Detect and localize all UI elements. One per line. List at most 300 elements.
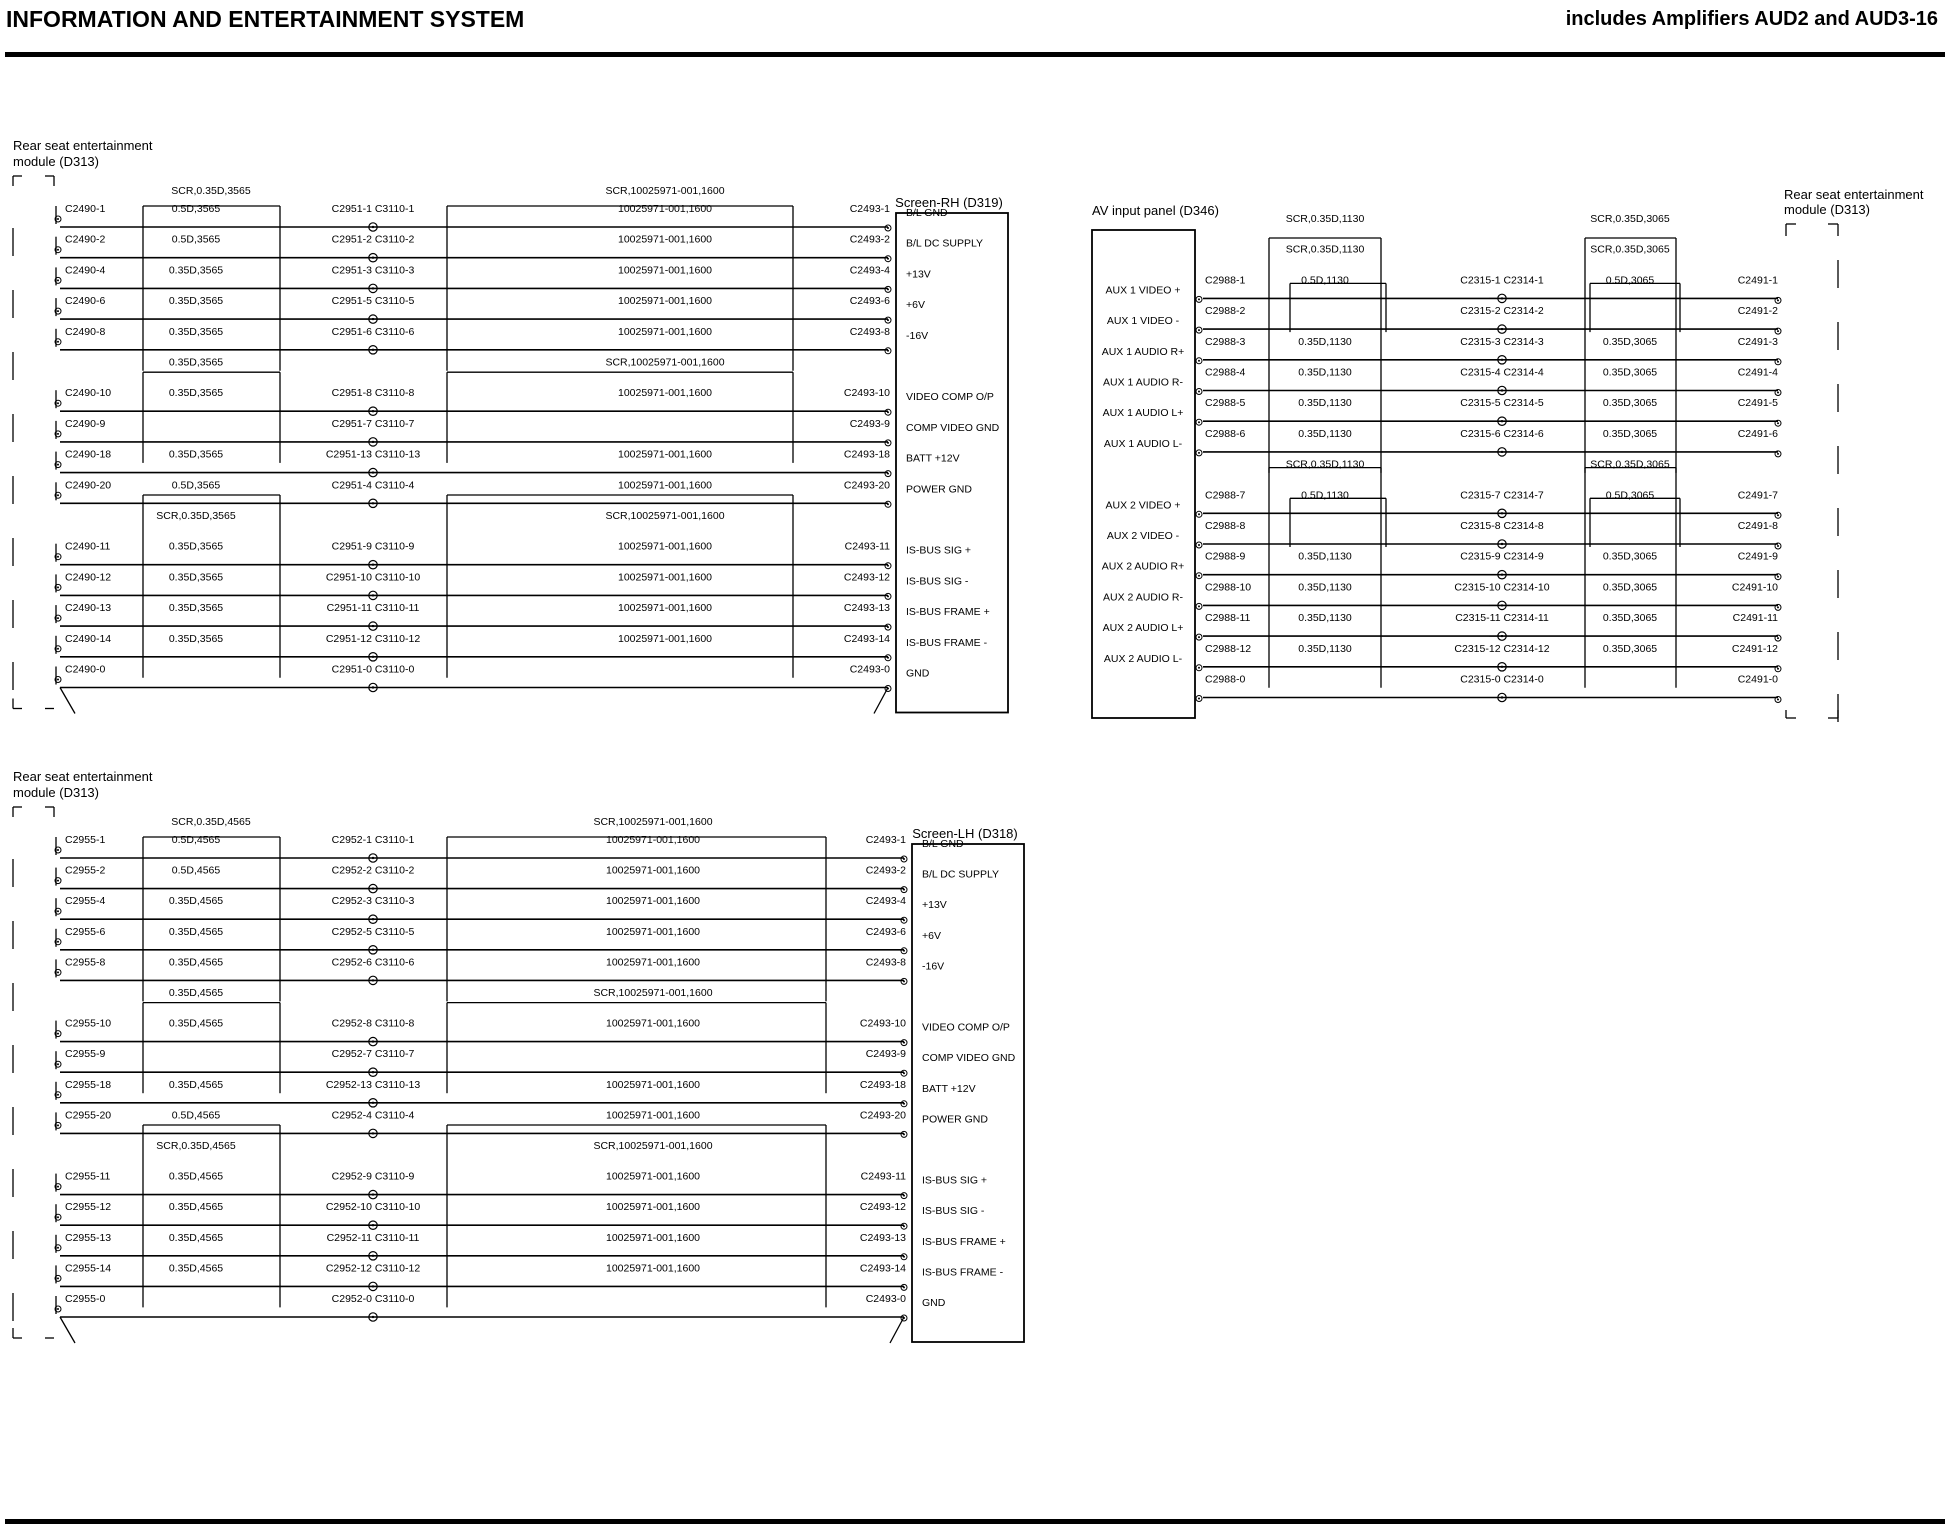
connector-label-right: C2493-0 [849, 663, 890, 676]
pin-terminal-dot [57, 679, 59, 681]
connector-label-left: C2955-10 [65, 1017, 112, 1030]
connector-label-left: C2988-4 [1205, 366, 1246, 379]
wire-label: 0.35D,3565 [168, 571, 224, 584]
wire-label: 10025971-001,1600 [605, 1078, 701, 1091]
connector-label-left: C2955-14 [65, 1262, 112, 1275]
wire-label: 10025971-001,1600 [617, 203, 713, 215]
wire-label: 0.35D,1130 [1298, 397, 1352, 410]
connector-label-left: C2955-13 [65, 1231, 112, 1244]
wire-label: 0.35D,4565 [168, 1170, 224, 1183]
wire-label: 0.35D,3565 [168, 356, 224, 369]
screen-pin-label: B/L DC SUPPLY [922, 868, 1000, 881]
panel-pin-label: AUX 2 VIDEO + [1105, 499, 1181, 512]
inline-connector-label: C2315-12 C2314-12 [1454, 642, 1550, 655]
inline-connector-label: C2952-3 C3110-3 [331, 895, 415, 908]
connector-label-right: C2491-1 [1737, 274, 1778, 287]
inline-connector-label: C2315-4 C2314-4 [1460, 366, 1544, 379]
screen-pin-label: COMP VIDEO GND [922, 1052, 1016, 1065]
page-title: INFORMATION AND ENTERTAINMENT SYSTEM [6, 6, 525, 32]
wire-label: 0.35D,3065 [1602, 612, 1658, 625]
wire-label: 0.35D,1130 [1298, 335, 1352, 348]
pin-terminal-dot [57, 249, 59, 251]
screen-pin-label: IS-BUS FRAME - [922, 1266, 1004, 1279]
connector-label-right: C2493-8 [849, 325, 890, 338]
panel-pin-label: AUX 2 VIDEO - [1106, 530, 1180, 542]
wire-label: 10025971-001,1600 [617, 387, 713, 400]
wire-label: 0.35D,3565 [168, 448, 224, 461]
connector-label-right: C2493-6 [849, 295, 890, 308]
wire-label: 0.35D,4565 [168, 1231, 224, 1244]
pin-terminal-dot [1777, 361, 1779, 363]
pin-terminal-dot [57, 433, 59, 435]
connector-label-left: C2490-10 [65, 387, 112, 400]
wire-label: 0.5D,3065 [1605, 274, 1655, 287]
inline-connector-label: C2951-3 C3110-3 [331, 264, 415, 277]
wire-label: SCR,0.35D,3565 [171, 185, 251, 197]
connector-label-left: C2988-11 [1205, 612, 1251, 625]
inline-connector-label: C2952-7 C3110-7 [331, 1048, 415, 1061]
connector-label-right: C2491-7 [1737, 489, 1778, 502]
pin-terminal-dot [1198, 636, 1200, 638]
wire-label: 10025971-001,1600 [605, 895, 701, 908]
screen-pin-label: +13V [922, 899, 947, 912]
inline-connector-label: C2315-3 C2314-3 [1460, 335, 1544, 348]
wire-label: 0.35D,4565 [168, 1017, 224, 1030]
connector-label-right: C2493-11 [860, 1170, 906, 1183]
connector-label-right: C2493-2 [849, 233, 890, 246]
pin-terminal-dot [1777, 668, 1779, 670]
wire-label: 0.35D,1130 [1298, 366, 1352, 379]
pin-terminal-dot [57, 1216, 59, 1218]
screen-pin-label: IS-BUS FRAME + [906, 606, 990, 619]
connector-label-right: C2493-13 [859, 1231, 906, 1244]
pin-terminal-dot [57, 1094, 59, 1096]
connector-label-right: C2493-13 [843, 602, 890, 615]
screen-pin-label: +13V [906, 268, 931, 281]
pin-terminal-dot [57, 941, 59, 943]
wire-label: 0.35D,1130 [1298, 612, 1352, 625]
connector-label-right: C2493-10 [843, 387, 890, 400]
inline-connector-label: C2315-8 C2314-8 [1460, 520, 1544, 532]
inline-connector-label: C2951-8 C3110-8 [331, 387, 415, 400]
pin-terminal-dot [57, 849, 59, 851]
wire-label: 0.35D,3565 [168, 602, 224, 615]
connector-label-right: C2493-20 [843, 479, 890, 492]
inline-connector-label: C2315-0 C2314-0 [1460, 673, 1544, 686]
connector-label-left: C2988-0 [1205, 673, 1246, 686]
wire-label: 0.5D,1130 [1301, 489, 1349, 502]
wire-label: SCR,10025971-001,1600 [605, 185, 725, 197]
screen-pin-label: IS-BUS SIG + [922, 1174, 988, 1187]
wire-label: 0.35D,3065 [1602, 550, 1658, 563]
inline-connector-label: C2952-11 C3110-11 [326, 1231, 420, 1244]
wire-label: SCR,0.35D,1130 [1285, 243, 1365, 256]
screen-pin-label: IS-BUS SIG - [922, 1205, 985, 1218]
pin-terminal-dot [57, 279, 59, 281]
module-label: module (D313) [13, 785, 99, 800]
connector-label-right: C2491-5 [1737, 397, 1778, 410]
inline-connector-label: C2315-2 C2314-2 [1460, 305, 1544, 318]
connector-label-left: C2955-12 [65, 1201, 112, 1214]
connector-label-right: C2493-1 [849, 203, 890, 215]
pin-terminal-dot [57, 880, 59, 882]
connector-label-right: C2493-20 [859, 1109, 906, 1122]
pin-terminal-dot [57, 341, 59, 343]
pin-terminal-dot [1198, 698, 1200, 700]
screen-pin-label: VIDEO COMP O/P [906, 391, 994, 404]
wire-label: SCR,10025971-001,1600 [593, 1140, 713, 1152]
inline-connector-label: C2952-1 C3110-1 [331, 834, 415, 846]
wire-label: SCR,10025971-001,1600 [605, 510, 725, 522]
wire-label: 10025971-001,1600 [617, 540, 713, 553]
inline-connector-label: C2951-10 C3110-10 [325, 571, 421, 584]
connector-label-left: C2955-9 [65, 1048, 106, 1061]
inline-connector-label: C2315-6 C2314-6 [1460, 427, 1544, 440]
wire-label: 0.35D,4565 [168, 1078, 224, 1091]
panel-pin-label: AUX 2 AUDIO R- [1103, 591, 1183, 604]
connector-label-left: C2988-3 [1205, 335, 1246, 348]
wire-label: 0.35D,4565 [168, 1201, 224, 1214]
wire-label: 0.35D,1130 [1298, 581, 1352, 594]
wire-label: 0.35D,3065 [1602, 335, 1658, 348]
connector-label-right: C2493-1 [865, 834, 906, 846]
inline-connector-label: C2952-5 C3110-5 [331, 925, 415, 938]
wire-label: 0.35D,3565 [168, 632, 224, 645]
screen-pin-label: IS-BUS SIG + [906, 544, 972, 557]
pin-terminal-dot [1198, 391, 1200, 393]
wire-label: 0.5D,4565 [171, 834, 221, 846]
wire-label: 0.35D,3565 [168, 387, 224, 400]
screen-pin-label: GND [922, 1297, 946, 1309]
pin-terminal-dot [1777, 299, 1779, 301]
inline-connector-label: C2952-6 C3110-6 [331, 956, 415, 969]
connector-label-left: C2490-18 [65, 448, 112, 461]
wire-label: 10025971-001,1600 [605, 925, 701, 938]
wire-label: 0.5D,3065 [1605, 489, 1655, 502]
connector-label-right: C2491-0 [1737, 673, 1778, 686]
pin-terminal-dot [57, 402, 59, 404]
connector-label-left: C2988-9 [1205, 550, 1246, 563]
inline-connector-label: C2315-7 C2314-7 [1460, 489, 1544, 502]
connector-label-right: C2491-11 [1732, 612, 1778, 625]
connector-label-right: C2493-6 [865, 925, 906, 938]
inline-connector-label: C2315-5 C2314-5 [1460, 397, 1544, 410]
inline-connector-label: C2951-6 C3110-6 [331, 325, 415, 338]
inline-connector-label: C2951-12 C3110-12 [325, 632, 421, 645]
inline-connector-label: C2315-10 C2314-10 [1454, 581, 1550, 594]
pin-terminal-dot [57, 1063, 59, 1065]
connector-label-right: C2493-0 [865, 1293, 906, 1305]
connector-label-right: C2491-10 [1731, 581, 1778, 594]
pin-terminal-dot [57, 1186, 59, 1188]
connector-label-left: C2955-2 [65, 864, 106, 877]
connector-label-right: C2493-10 [859, 1017, 906, 1030]
wire-label: 0.35D,4565 [168, 925, 224, 938]
pin-terminal-dot [57, 464, 59, 466]
connector-label-left: C2490-14 [65, 632, 112, 645]
pin-terminal-dot [57, 1124, 59, 1126]
connector-label-left: C2988-5 [1205, 397, 1246, 410]
wire-label: 10025971-001,1600 [617, 479, 713, 492]
screen-pin-label: VIDEO COMP O/P [922, 1021, 1010, 1034]
wire-label: 0.35D,3565 [168, 264, 224, 277]
inline-connector-label: C2952-2 C3110-2 [331, 864, 415, 877]
inline-connector-label: C2951-4 C3110-4 [331, 479, 415, 492]
wire-label: SCR,10025971-001,1600 [593, 816, 713, 828]
connector-label-right: C2493-11 [844, 540, 890, 553]
pin-terminal-dot [1777, 422, 1779, 424]
inline-connector-label: C2951-7 C3110-7 [331, 417, 415, 430]
inline-connector-label: C2315-1 C2314-1 [1460, 274, 1544, 287]
pin-terminal-dot [57, 617, 59, 619]
pin-terminal-dot [1198, 513, 1200, 515]
ground-wire [60, 1317, 75, 1343]
screen-pin-label: IS-BUS SIG - [906, 575, 969, 588]
pin-terminal-dot [57, 1033, 59, 1035]
pin-terminal-dot [1777, 545, 1779, 547]
connector-label-left: C2490-8 [65, 325, 106, 338]
pin-terminal-dot [1198, 329, 1200, 331]
connector-label-right: C2493-8 [865, 956, 906, 969]
wire-label: 10025971-001,1600 [617, 295, 713, 308]
ground-wire [60, 688, 75, 714]
inline-connector-label: C2951-1 C3110-1 [331, 203, 415, 215]
panel-pin-label: AUX 2 AUDIO L+ [1102, 622, 1184, 635]
screen-pin-label: B/L GND [906, 207, 948, 219]
connector-label-right: C2493-14 [843, 632, 890, 645]
inline-connector-label: C2951-0 C3110-0 [331, 663, 415, 676]
pin-terminal-dot [57, 556, 59, 558]
connector-label-right: C2493-14 [859, 1262, 906, 1275]
panel-pin-label: AUX 1 VIDEO - [1106, 315, 1180, 328]
pin-terminal-dot [1198, 575, 1200, 577]
pin-terminal-dot [57, 1277, 59, 1279]
screen-pin-label: IS-BUS FRAME - [906, 636, 988, 649]
wire-label: SCR,0.35D,1130 [1285, 458, 1365, 471]
inline-connector-label: C2952-9 C3110-9 [331, 1170, 415, 1183]
screen-pin-label: GND [906, 667, 930, 680]
wire-label: 10025971-001,1600 [617, 571, 713, 584]
connector-label-left: C2490-9 [65, 417, 106, 430]
connector-label-right: C2493-2 [865, 864, 906, 877]
connector-label-left: C2490-0 [65, 663, 106, 676]
inline-connector-label: C2952-0 C3110-0 [331, 1293, 415, 1305]
connector-label-left: C2988-8 [1205, 520, 1246, 532]
pin-terminal-dot [1777, 637, 1779, 639]
wire-label: 0.5D,1130 [1301, 274, 1349, 287]
connector-label-left: C2988-12 [1205, 642, 1252, 655]
screen-pin-label: POWER GND [922, 1113, 988, 1126]
wire-label: 0.5D,4565 [171, 864, 221, 877]
connector-label-left: C2955-1 [65, 834, 106, 846]
wire-label: SCR,10025971-001,1600 [593, 987, 713, 999]
panel-pin-label: AUX 2 AUDIO R+ [1101, 560, 1185, 573]
wire-label: 0.35D,4565 [168, 987, 224, 999]
ground-wire [874, 688, 888, 714]
inline-connector-label: C2951-5 C3110-5 [331, 295, 415, 308]
screen-pin-label: -16V [906, 329, 929, 342]
screen-label: Screen-RH (D319) [895, 195, 1003, 210]
pin-terminal-dot [57, 1247, 59, 1249]
module-label: Rear seat entertainment [13, 769, 153, 784]
av-panel-box [1092, 230, 1195, 718]
connector-label-right: C2491-6 [1737, 427, 1778, 440]
connector-label-left: C2955-8 [65, 956, 106, 969]
page-subtitle: includes Amplifiers AUD2 and AUD3-16 [1565, 8, 1938, 30]
inline-connector-label: C2952-10 C3110-10 [325, 1201, 421, 1214]
wire-label: 0.35D,1130 [1298, 550, 1352, 563]
screen-pin-label: BATT +12V [906, 452, 960, 465]
pin-terminal-dot [1198, 605, 1200, 607]
wire-label: 0.35D,3565 [168, 325, 224, 338]
wire-label: 0.5D,4565 [171, 1109, 221, 1122]
pin-terminal-dot [1198, 667, 1200, 669]
av-input-panel-diagram [1092, 187, 1924, 722]
wire-label: 10025971-001,1600 [617, 325, 713, 338]
connector-label-left: C2490-13 [65, 602, 112, 615]
connector-label-right: C2493-4 [865, 895, 906, 908]
wire-label: 0.5D,3565 [171, 479, 221, 492]
wire-label: 10025971-001,1600 [605, 864, 701, 877]
connector-label-left: C2988-10 [1205, 581, 1252, 594]
screen-pin-label: B/L GND [922, 838, 964, 850]
module-label: module (D313) [13, 154, 99, 169]
wire-label: 10025971-001,1600 [605, 1262, 701, 1275]
screen-pin-label: COMP VIDEO GND [906, 421, 1000, 434]
wire-label: 10025971-001,1600 [617, 448, 713, 461]
wire-label: 0.35D,3065 [1602, 642, 1658, 655]
wire-label: 0.35D,4565 [168, 895, 224, 908]
connector-label-left: C2955-20 [65, 1109, 112, 1122]
panel-pin-label: AUX 1 AUDIO L- [1103, 437, 1183, 450]
panel-label: AV input panel (D346) [1092, 203, 1219, 218]
inline-connector-label: C2315-11 C2314-11 [1455, 612, 1549, 625]
wire-label: 0.35D,3565 [168, 295, 224, 308]
module-label: Rear seat entertainment [13, 138, 153, 153]
connector-label-left: C2490-4 [65, 264, 106, 277]
inline-connector-label: C2315-9 C2314-9 [1460, 550, 1544, 563]
pin-terminal-dot [57, 494, 59, 496]
module-label: Rear seat entertainment [1784, 187, 1924, 202]
pin-terminal-dot [1198, 360, 1200, 362]
connector-label-right: C2493-12 [843, 571, 890, 584]
wire-label: 10025971-001,1600 [605, 1017, 701, 1030]
wire-label: 10025971-001,1600 [605, 1231, 701, 1244]
wire-label: 10025971-001,1600 [605, 1170, 701, 1183]
inline-connector-label: C2952-13 C3110-13 [325, 1078, 421, 1091]
connector-label-left: C2988-2 [1205, 305, 1246, 318]
wire-label: 0.35D,1130 [1298, 427, 1352, 440]
pin-terminal-dot [57, 218, 59, 220]
wire-label: SCR,10025971-001,1600 [605, 356, 725, 369]
connector-label-right: C2493-18 [843, 448, 890, 461]
connector-label-right: C2493-9 [865, 1048, 906, 1061]
panel-pin-label: AUX 1 AUDIO R+ [1101, 345, 1185, 358]
screen-pin-label: B/L DC SUPPLY [906, 237, 984, 250]
inline-connector-label: C2952-12 C3110-12 [325, 1262, 421, 1275]
inline-connector-label: C2951-13 C3110-13 [325, 448, 421, 461]
screen-pin-label: POWER GND [906, 483, 972, 496]
connector-label-left: C2490-12 [65, 571, 112, 584]
wire-label: 0.35D,4565 [168, 1262, 224, 1275]
screen-lh-diagram [13, 769, 1024, 1343]
wire-label: 10025971-001,1600 [617, 632, 713, 645]
pin-terminal-dot [1777, 699, 1779, 701]
wire-label: 0.35D,1130 [1298, 642, 1352, 655]
wire-label: 10025971-001,1600 [617, 602, 713, 615]
wire-label: 0.35D,3065 [1602, 366, 1658, 379]
inline-connector-label: C2952-4 C3110-4 [331, 1109, 415, 1122]
wire-label: 0.35D,3065 [1602, 397, 1658, 410]
pin-terminal-dot [1777, 453, 1779, 455]
connector-label-left: C2988-6 [1205, 427, 1246, 440]
inline-connector-label: C2952-8 C3110-8 [331, 1017, 415, 1030]
wire-label: 10025971-001,1600 [605, 1201, 701, 1214]
pin-terminal-dot [1198, 452, 1200, 454]
screen-pin-label: +6V [906, 299, 925, 312]
connector-label-left: C2490-2 [65, 233, 106, 246]
connector-label-left: C2490-11 [65, 540, 111, 553]
ground-wire [890, 1317, 904, 1343]
pin-terminal-dot [57, 586, 59, 588]
pin-terminal-dot [1777, 392, 1779, 394]
wire-label: SCR,0.35D,3565 [156, 510, 236, 522]
connector-label-right: C2491-9 [1737, 550, 1778, 563]
wire-label: SCR,0.35D,4565 [156, 1140, 236, 1152]
connector-label-left: C2988-1 [1205, 274, 1246, 287]
connector-label-right: C2491-3 [1737, 335, 1778, 348]
wire-label: SCR,0.35D,1130 [1285, 213, 1365, 225]
wire-label: SCR,0.35D,4565 [171, 816, 251, 828]
wire-label: 10025971-001,1600 [617, 264, 713, 277]
module-label: module (D313) [1784, 202, 1870, 217]
pin-terminal-dot [1777, 606, 1779, 608]
wire-label: 10025971-001,1600 [605, 1109, 701, 1122]
screen-pin-label: +6V [922, 929, 941, 942]
pin-terminal-dot [57, 648, 59, 650]
wire-label: 0.35D,3065 [1602, 581, 1658, 594]
connector-label-right: C2493-18 [859, 1078, 906, 1091]
connector-label-left: C2490-6 [65, 295, 106, 308]
pin-terminal-dot [1198, 544, 1200, 546]
screen-pin-label: IS-BUS FRAME + [922, 1235, 1006, 1248]
pin-terminal-dot [57, 971, 59, 973]
screen-rh-diagram [13, 138, 1008, 714]
pin-terminal-dot [1777, 514, 1779, 516]
connector-label-left: C2490-1 [65, 203, 106, 215]
panel-pin-label: AUX 1 AUDIO L+ [1102, 407, 1184, 420]
wire-label: 0.35D,3065 [1602, 427, 1658, 440]
wire-label: SCR,0.35D,3065 [1590, 243, 1670, 256]
pin-terminal-dot [1777, 576, 1779, 578]
connector-label-right: C2493-12 [859, 1201, 906, 1214]
connector-label-left: C2955-18 [65, 1078, 112, 1091]
connector-label-left: C2955-11 [65, 1170, 111, 1183]
wire-label: 0.5D,3565 [171, 233, 221, 246]
wire-label: 0.35D,4565 [168, 956, 224, 969]
connector-label-left: C2955-4 [65, 895, 106, 908]
panel-pin-label: AUX 1 VIDEO + [1105, 284, 1181, 297]
pin-terminal-dot [1198, 298, 1200, 300]
pin-terminal-dot [57, 310, 59, 312]
screen-label: Screen-LH (D318) [912, 826, 1018, 841]
pin-terminal-dot [1198, 421, 1200, 423]
wire-label: 10025971-001,1600 [617, 233, 713, 246]
wire-label: SCR,0.35D,3065 [1590, 213, 1670, 225]
screen-pin-label: -16V [922, 960, 945, 973]
connector-label-right: C2491-8 [1737, 520, 1778, 532]
connector-label-right: C2491-12 [1731, 642, 1778, 655]
